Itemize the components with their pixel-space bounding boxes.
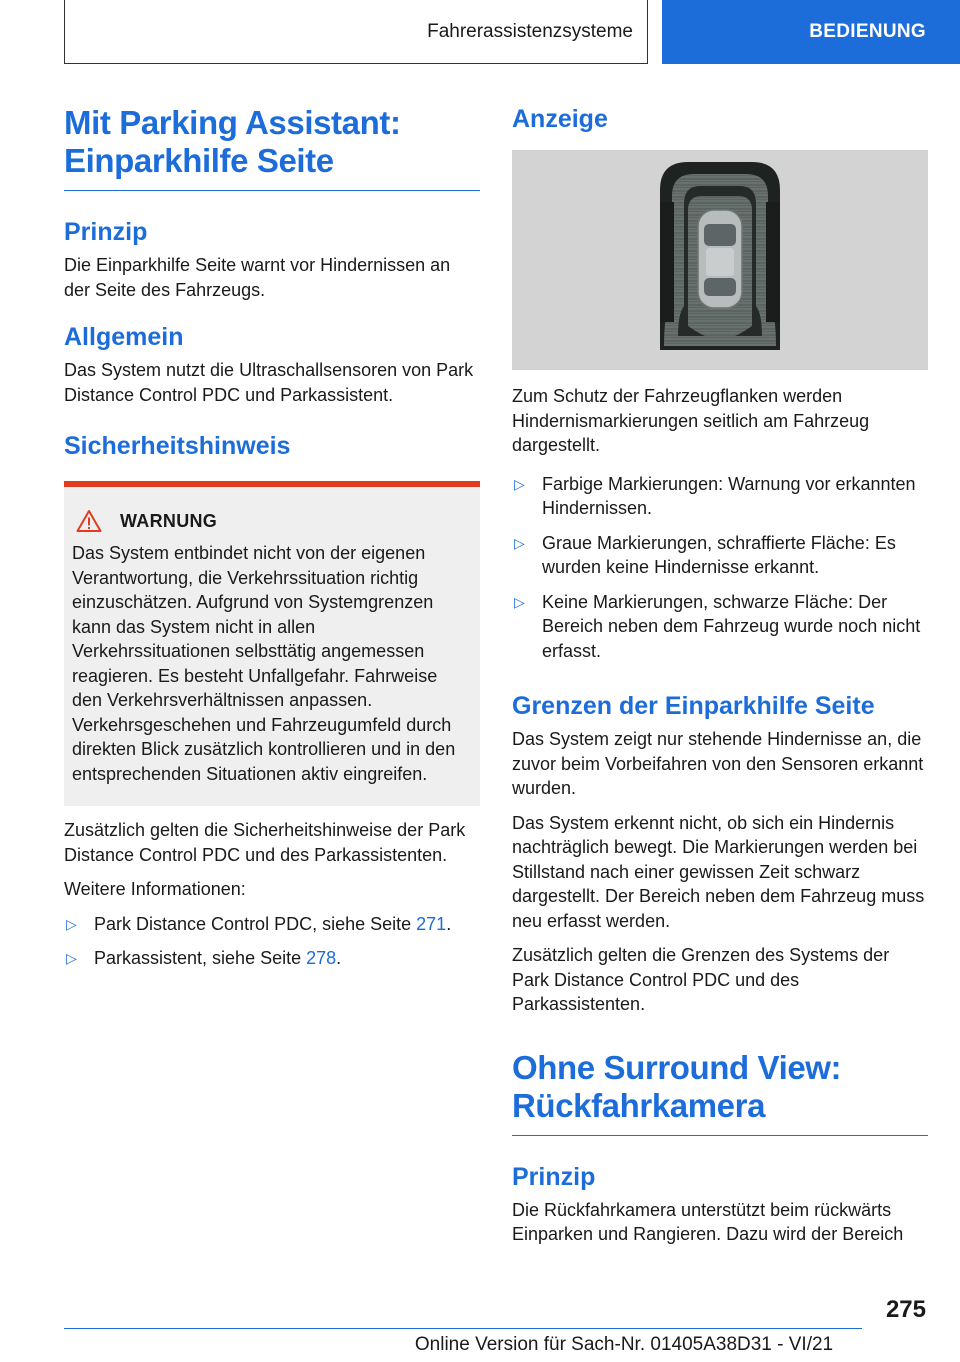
warning-box <box>64 481 480 806</box>
list-item-text: Farbige Markierungen: Warnung vor erkannten Hindernissen. <box>542 473 916 518</box>
info-text: Weitere Informationen: <box>64 879 246 899</box>
list-item-text: Graue Markierungen, schraffierte Fläche: Es wurden keine Hindernisse erkannt. <box>542 532 896 577</box>
list-item <box>512 531 928 580</box>
grenzen-text-3: Zusätzlich gelten die Grenzen des Systems der Park Distance Control PDC und des Parkassistenten. <box>512 945 890 1014</box>
list-item <box>64 946 480 971</box>
list-item-text: Parkassistent, siehe Seite <box>94 948 307 968</box>
bullet-triangle-icon: ▷ <box>514 534 525 551</box>
bullet-triangle-icon: ▷ <box>66 915 77 932</box>
prinzip-heading-2: Prinzip <box>512 1162 596 1191</box>
left-column <box>64 104 480 981</box>
list-item-text: Park Distance Control PDC, siehe Seite <box>94 913 417 934</box>
header-section <box>64 0 648 64</box>
section-title-line1: Mit Parking Assistant: <box>64 104 401 141</box>
warning-triangle-icon <box>76 509 102 533</box>
bullet-triangle-icon: ▷ <box>514 475 525 492</box>
page-link-271[interactable]: 271 <box>416 913 447 934</box>
page-link-278[interactable]: 278 <box>306 948 337 968</box>
page-number: 275 <box>885 1296 926 1323</box>
section-title-2-line2: Rückfahrkamera <box>512 1086 766 1124</box>
extra-safety-text: Zusätzlich gelten die Sicherheitshinweise der Park Distance Control PDC und des Parkassistenten. <box>64 820 466 865</box>
section-title-2-line1: Ohne Surround View: <box>512 1048 842 1086</box>
footer-online-version <box>0 1334 960 1356</box>
sicherheit-heading: Sicherheitshinweis <box>64 432 291 460</box>
list-item-suffix: . <box>446 913 452 934</box>
header-chapter <box>662 0 960 64</box>
parking-display-figure <box>512 150 928 370</box>
prinzip-text-2: Die Rückfahrkamera unterstützt beim rückwärts Einparken und Rangieren. Dazu wird der Bereich <box>512 1199 904 1244</box>
grenzen-text-1: Das System zeigt nur stehende Hindernisse an, die zuvor beim Vorbeifahren von den Sensoren erkannt wurden. <box>512 729 924 798</box>
anzeige-text: Zum Schutz der Fahrzeugflanken werden Hindernismarkierungen seitlich am Fahrzeug dargestellt. <box>512 386 870 455</box>
marking-list <box>512 472 928 664</box>
warning-text: Das System entbindet nicht von der eigenen Verantwortung, die Verkehrssituation richtig einzuschätzen. Aufgrund von Systemgrenzen kann das System nicht in allen Verkehrssituationen selbsttätig angemessen reagieren. Es besteht Unfallgefahr. Fahrweise den Verkehrsverhältnissen anpassen. Verkehrsgeschehen und Fahrzeugumfeld durch direkten Blick zusätzlich kontrollieren und in den entsprechenden Situationen aktiv eingreifen. <box>72 543 456 784</box>
grenzen-heading: Grenzen der Einparkhilfe Seite <box>512 692 875 720</box>
bullet-triangle-icon: ▷ <box>66 950 77 966</box>
allgemein-text: Das System nutzt die Ultraschallsensoren von Park Distance Control PDC und Parkassistent. <box>64 360 474 405</box>
prinzip-text: Die Einparkhilfe Seite warnt vor Hindernissen an der Seite des Fahrzeugs. <box>64 255 451 300</box>
header-chapter-label: BEDIENUNG <box>809 21 926 42</box>
header-section-label: Fahrerassistenzsysteme <box>427 20 633 42</box>
list-item <box>512 590 928 664</box>
list-item-suffix: . <box>336 948 342 968</box>
parking-display-illustration <box>512 150 928 370</box>
section-title <box>64 104 480 191</box>
prinzip-heading: Prinzip <box>64 218 148 246</box>
allgemein-heading: Allgemein <box>64 323 184 351</box>
section-title-line2: Einparkhilfe Seite <box>64 142 334 179</box>
anzeige-heading: Anzeige <box>512 105 608 133</box>
list-item <box>64 912 480 937</box>
bullet-triangle-icon: ▷ <box>514 593 525 610</box>
warning-title: WARNUNG <box>120 510 218 531</box>
right-column <box>512 104 928 1257</box>
footer-online-text: Online Version für Sach-Nr. 01405A38D31 - VI/21 <box>414 1334 834 1355</box>
list-item-text: Keine Markierungen, schwarze Fläche: Der Bereich neben dem Fahrzeug wurde noch nicht erfasst. <box>542 591 921 661</box>
list-item <box>512 472 928 521</box>
section-title-2 <box>512 1049 928 1136</box>
warning-header <box>72 509 472 533</box>
reference-list <box>64 912 480 971</box>
grenzen-text-2: Das System erkennt nicht, ob sich ein Hindernis nachträglich bewegt. Die Markierungen werden bei Stillstand nach einer gewissen Zeit schwarz dargestellt. Der Bereich neben dem Fahrzeug muss neu erfasst werden. <box>512 812 925 931</box>
footer-divider <box>64 1328 862 1329</box>
